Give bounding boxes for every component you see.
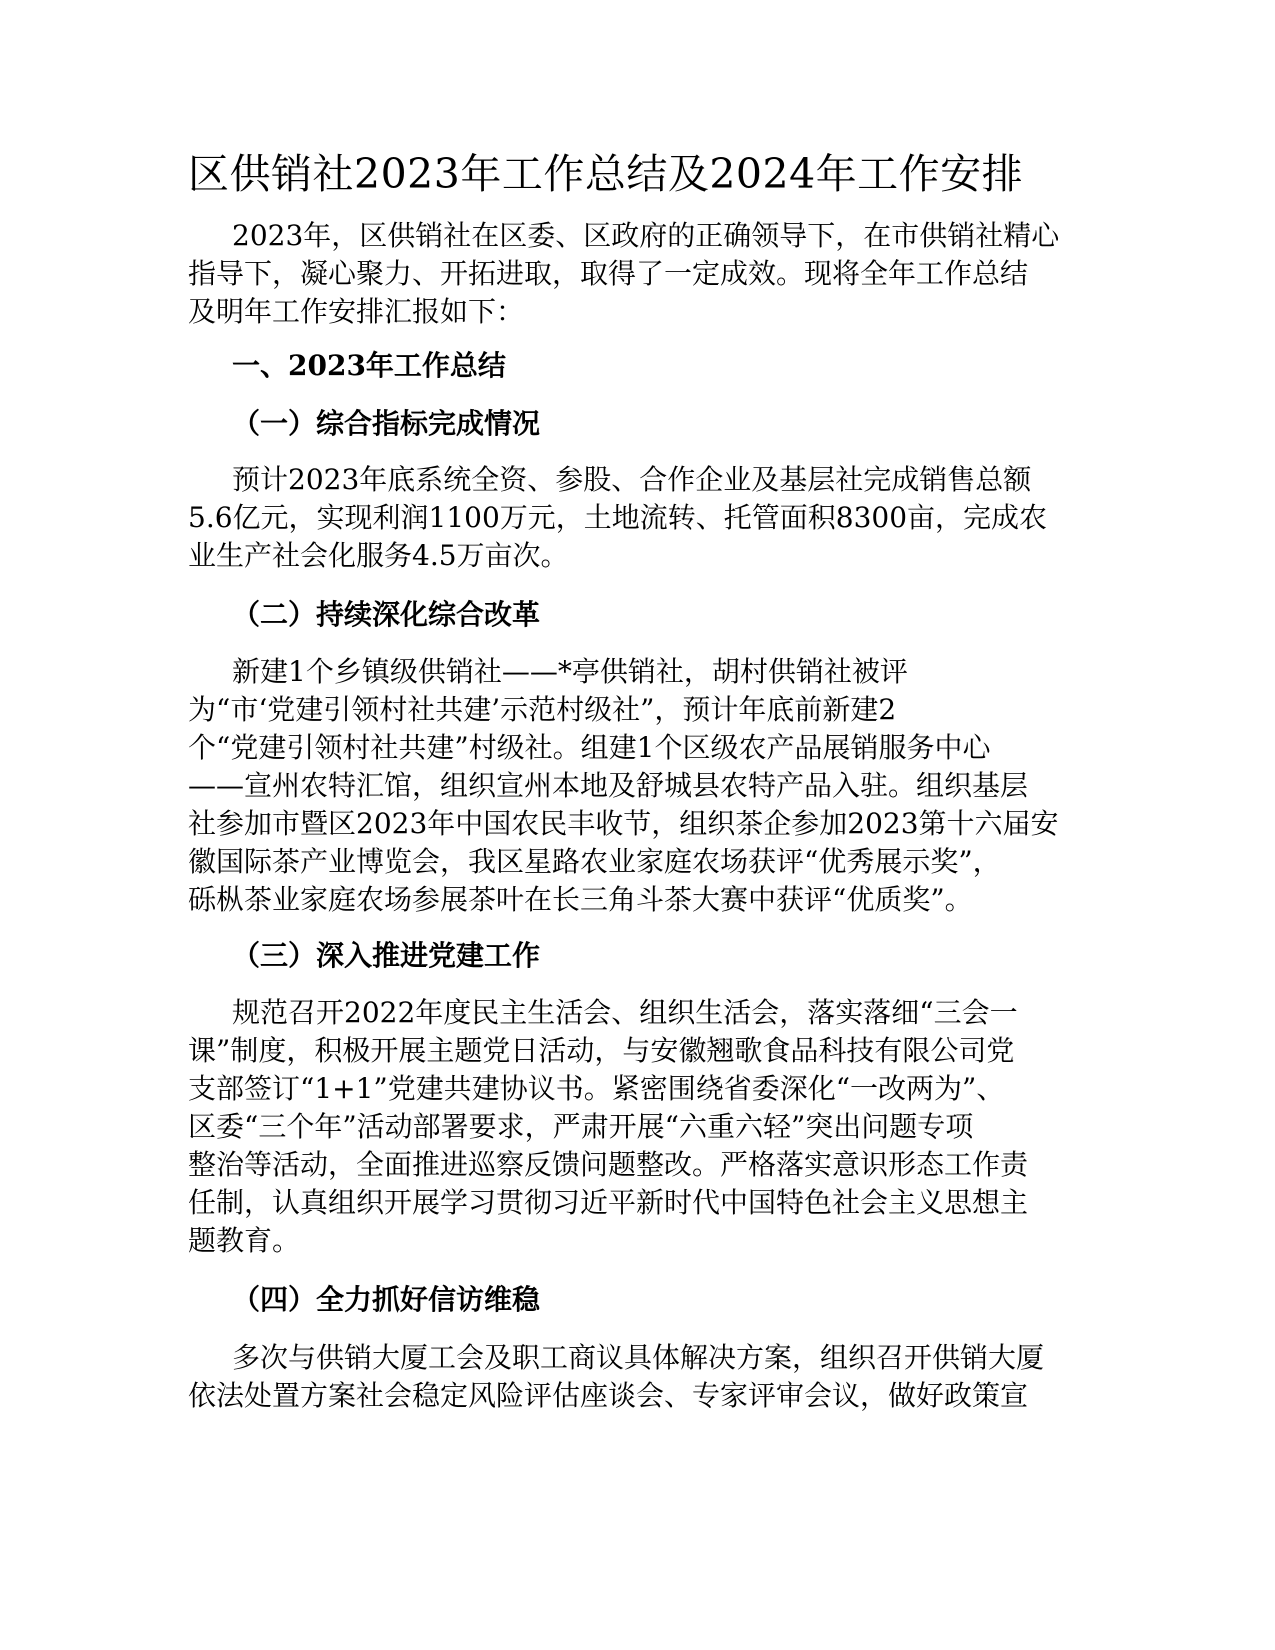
sub2-line-1: 新建1个乡镇级供销社——*亭供销社，胡村供销社被评	[232, 655, 908, 688]
sub4-line-1: 多次与供销大厦工会及职工商议具体解决方案，组织召开供销大厦	[232, 1341, 1045, 1374]
sub3-line-2: 课”制度，积极开展主题党日活动，与安徽翘歌食品科技有限公司党	[188, 1034, 1015, 1067]
sub3-line-1: 规范召开2022年度民主生活会、组织生活会，落实落细“三会一	[232, 996, 1018, 1029]
sub3-heading: （三）深入推进党建工作	[232, 939, 541, 972]
sub3-line-3: 支部签订“1+1”党建共建协议书。紧密围绕省委深化“一改两为”、	[188, 1072, 1005, 1105]
intro-line-1: 2023年，区供销社在区委、区政府的正确领导下，在市供销社精心	[232, 219, 1060, 252]
sub2-line-3: 个“党建引领村社共建”村级社。组建1个区级农产品展销服务中心	[188, 731, 991, 764]
sub4-line-2: 依法处置方案社会稳定风险评估座谈会、专家评审会议，做好政策宣	[188, 1379, 1029, 1412]
sub3-line-7: 题教育。	[188, 1224, 301, 1257]
sub2-heading: （二）持续深化综合改革	[232, 598, 541, 631]
document-title: 区供销社2023年工作总结及2024年工作安排	[188, 150, 1024, 198]
sub1-heading: （一）综合指标完成情况	[232, 407, 541, 440]
sub3-line-6: 任制，认真组织开展学习贯彻习近平新时代中国特色社会主义思想主	[188, 1186, 1029, 1219]
section1-heading: 一、2023年工作总结	[232, 349, 506, 382]
sub1-line-1: 预计2023年底系统全资、参股、合作企业及基层社完成销售总额	[232, 463, 1032, 496]
sub2-line-5: 社参加市暨区2023年中国农民丰收节，组织茶企参加2023第十六届安	[188, 807, 1059, 840]
sub2-line-2: 为“市‘党建引领村社共建’示范村级社”，预计年底前新建2	[188, 693, 897, 726]
sub2-line-6: 徽国际茶产业博览会，我区星路农业家庭农场获评“优秀展示奖”，	[188, 845, 1001, 878]
sub2-line-4: ——宣州农特汇馆，组织宣州本地及舒城县农特产品入驻。组织基层	[188, 769, 1029, 802]
intro-line-2: 指导下，凝心聚力、开拓进取，取得了一定成效。现将全年工作总结	[188, 257, 1029, 290]
sub1-line-2: 5.6亿元，实现利润1100万元，土地流转、托管面积8300亩，完成农	[188, 501, 1048, 534]
sub2-line-7: 砾枞茶业家庭农场参展茶叶在长三角斗茶大赛中获评“优质奖”。	[188, 883, 973, 916]
sub3-line-4: 区委“三个年”活动部署要求，严肃开展“六重六轻”突出问题专项	[188, 1110, 974, 1143]
intro-line-3: 及明年工作安排汇报如下：	[188, 295, 525, 328]
sub3-line-5: 整治等活动，全面推进巡察反馈问题整改。严格落实意识形态工作责	[188, 1148, 1029, 1181]
sub4-heading: （四）全力抓好信访维稳	[232, 1283, 541, 1316]
sub1-line-3: 业生产社会化服务4.5万亩次。	[188, 539, 569, 572]
